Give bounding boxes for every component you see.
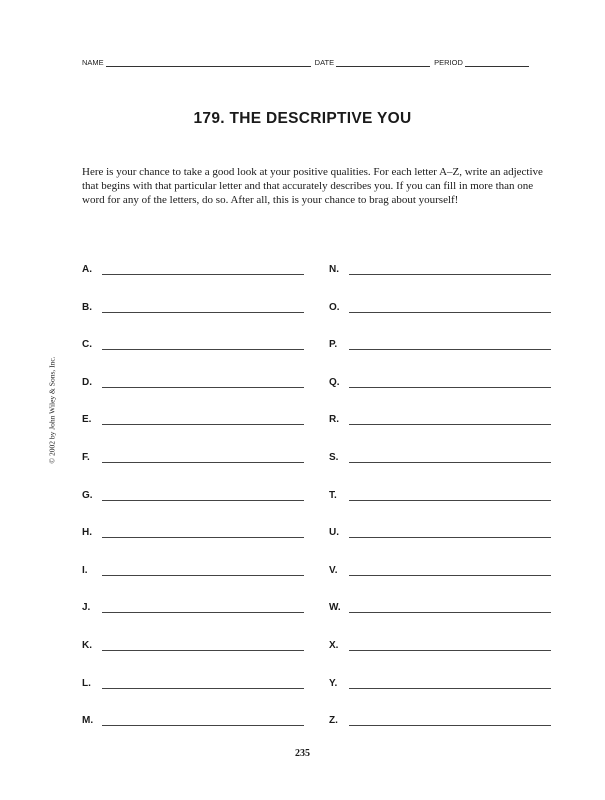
letter-label: C. (82, 339, 92, 351)
header (82, 53, 549, 67)
answer-row (329, 639, 551, 677)
answer-blank-line[interactable] (102, 564, 304, 576)
answer-blank-line[interactable] (349, 489, 551, 501)
answer-blank-line[interactable] (102, 263, 304, 275)
letter-label: E. (82, 414, 92, 426)
answer-blank-line[interactable] (349, 338, 551, 350)
answer-blank-line[interactable] (102, 413, 304, 425)
answer-row (82, 413, 304, 451)
answer-row (329, 714, 551, 752)
letter-label: J. (82, 602, 91, 614)
answer-blank-line[interactable] (349, 677, 551, 689)
answer-blank-line[interactable] (349, 564, 551, 576)
answer-blank-line[interactable] (349, 263, 551, 275)
letter-label: Y. (329, 677, 338, 689)
answer-row (329, 526, 551, 564)
name-label: NAME (82, 58, 104, 67)
answer-row (329, 489, 551, 527)
answer-blank-line[interactable] (102, 677, 304, 689)
letter-label: B. (82, 301, 92, 313)
answer-row (329, 413, 551, 451)
letter-label: D. (82, 376, 92, 388)
date-label: DATE (314, 58, 335, 67)
answer-blank-line[interactable] (102, 489, 304, 501)
period-field-line[interactable] (465, 58, 529, 67)
period-label: PERIOD (434, 58, 463, 67)
answer-blank-line[interactable] (102, 639, 304, 651)
page-title: 179. THE DESCRIPTIVE YOU (193, 110, 412, 127)
answer-row (329, 376, 551, 414)
answer-row (329, 263, 551, 301)
answer-row (82, 376, 304, 414)
answer-blank-line[interactable] (349, 639, 551, 651)
letter-label: N. (329, 264, 339, 275)
answer-row (82, 451, 304, 489)
answer-row (82, 677, 304, 715)
answer-blank-line[interactable] (102, 714, 304, 726)
answer-row (329, 564, 551, 602)
letter-label: P. (329, 339, 338, 351)
letter-label: M. (82, 715, 94, 727)
letter-label: O. (329, 301, 340, 313)
answer-row (329, 338, 551, 376)
answer-row (82, 564, 304, 602)
letter-label: X. (329, 639, 339, 651)
letter-label: W. (329, 602, 341, 614)
letter-label: F. (82, 451, 90, 463)
page-number: 235 (295, 748, 310, 759)
answer-blank-line[interactable] (349, 714, 551, 726)
copyright-text: © 2002 by John Wiley & Sons, Inc. (47, 356, 57, 464)
answer-blank-line[interactable] (349, 451, 551, 463)
letter-label: R. (329, 414, 339, 426)
answer-row (329, 301, 551, 339)
answer-row (329, 677, 551, 715)
letter-label: I. (82, 564, 88, 576)
answer-row (82, 601, 304, 639)
answer-row (82, 263, 304, 301)
answer-blank-line[interactable] (102, 451, 304, 463)
letter-label: A. (82, 264, 92, 275)
answer-row (82, 489, 304, 527)
answer-blank-line[interactable] (349, 413, 551, 425)
letter-label: L. (82, 677, 91, 689)
answer-row (82, 526, 304, 564)
letter-label: V. (329, 564, 338, 576)
date-field-line[interactable] (336, 58, 430, 67)
answer-row (82, 301, 304, 339)
answer-blank-line[interactable] (102, 376, 304, 388)
letter-label: T. (329, 489, 337, 501)
letter-label: U. (329, 527, 339, 539)
letter-label: Q. (329, 376, 340, 388)
letter-label: H. (82, 527, 92, 539)
answer-blank-line[interactable] (102, 601, 304, 613)
answer-blank-line[interactable] (349, 376, 551, 388)
letter-label: S. (329, 451, 339, 463)
left-letter-column (82, 263, 304, 752)
letter-label: K. (82, 639, 92, 651)
answer-row (82, 714, 304, 752)
instructions-text: Here is your chance to take a good look at your positive qualities. For each letter A–Z, write an adjective that begins with that particular letter and that accurately describes you. If you can fill in more than one word for any of the letters, do so. After all, this is your chance to brag about yourself! (82, 166, 543, 206)
letter-label: Z. (329, 715, 338, 727)
answer-row (329, 451, 551, 489)
answer-blank-line[interactable] (349, 526, 551, 538)
answer-row (329, 601, 551, 639)
right-letter-column (329, 263, 551, 752)
answer-blank-line[interactable] (102, 526, 304, 538)
answer-blank-line[interactable] (102, 301, 304, 313)
answer-row (82, 338, 304, 376)
answer-blank-line[interactable] (349, 301, 551, 313)
answer-row (82, 639, 304, 677)
letter-label: G. (82, 489, 93, 501)
name-field-line[interactable] (106, 58, 311, 67)
answer-blank-line[interactable] (102, 338, 304, 350)
answer-blank-line[interactable] (349, 601, 551, 613)
